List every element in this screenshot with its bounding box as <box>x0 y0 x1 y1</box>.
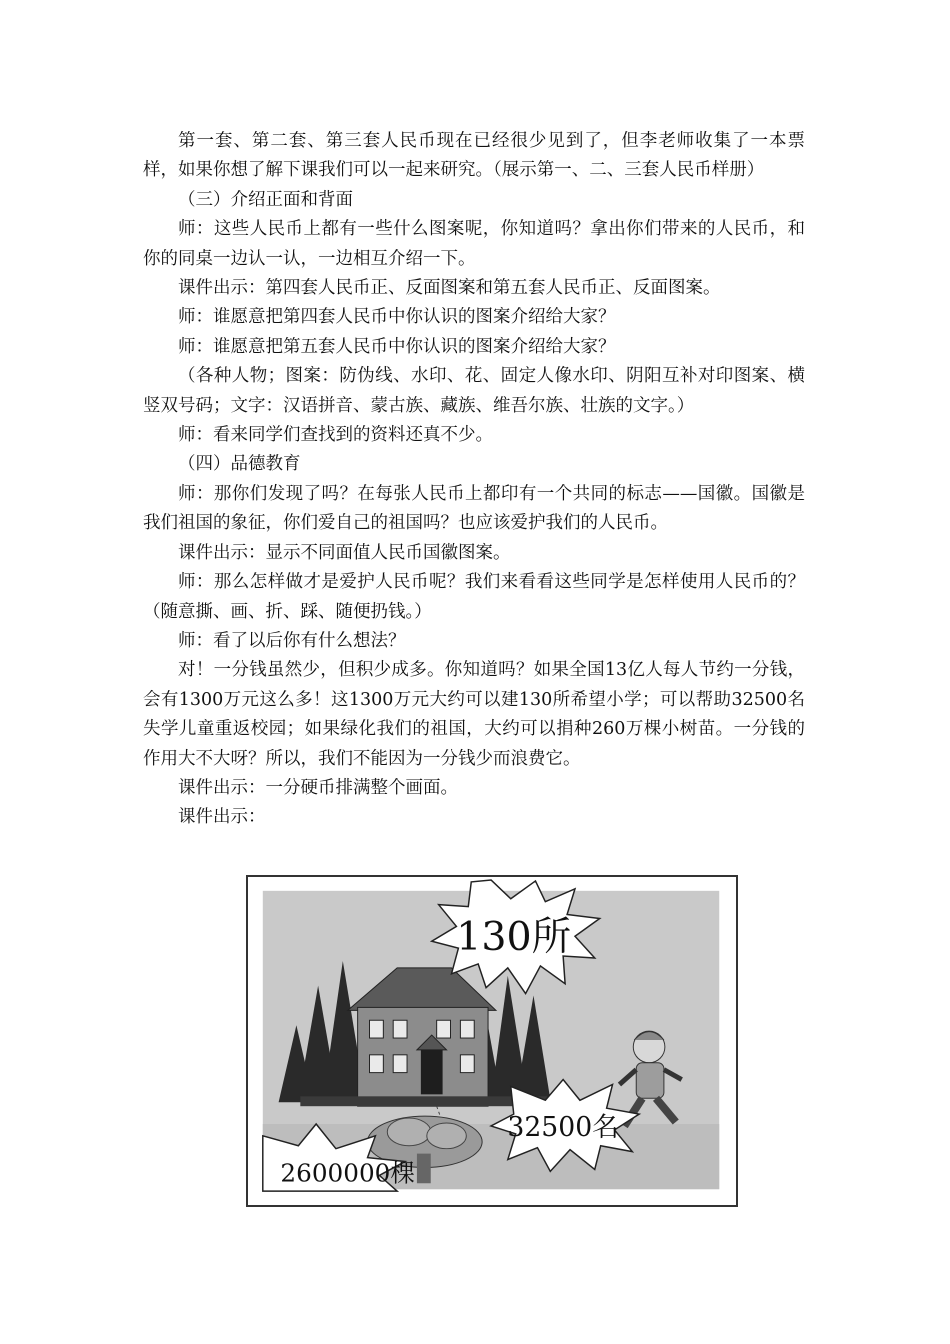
paragraph: 师：谁愿意把第五套人民币中你认识的图案介绍给大家？ <box>178 336 616 357</box>
paragraph: 师：那你们发现了吗？在每张人民币上都印有一个共同的标志——国徽。国徽是我们祖国的象征，你们爱自己的祖国吗？也应该爱护我们的人民币。 <box>143 483 805 534</box>
illustration-svg <box>248 877 736 1205</box>
section-heading: （四）品德教育 <box>178 454 301 475</box>
document-body <box>143 127 805 833</box>
paragraph: 师：那么怎样做才是爱护人民币呢？我们来看看这些同学是怎样使用人民币的？（随意撕、画、折、踩、随便扔钱。） <box>143 572 805 622</box>
paragraph: 对！一分钱虽然少，但积少成多。你知道吗？如果全国13亿人每人节约一分钱，会有1300万元这么多！这1300万元大约可以建130所希望小学；可以帮助32500名失学儿童重返校园；如果绿化我们的祖国，大约可以捐种260万棵小树苗。一分钱的作用大不大呀？所以，我们不能因为一分钱少而浪费它。 <box>143 660 805 769</box>
paragraph: （各种人物；图案：防伪线、水印、花、固定人像水印、阴阳互补对印图案、横竖双号码；文字：汉语拼音、蒙古族、藏族、维吾尔族、壮族的文字。） <box>143 366 805 416</box>
paragraph: 课件出示： <box>178 807 266 828</box>
paragraph: 师：看来同学们查找到的资料还真不少。 <box>178 425 493 446</box>
paragraph: 师：谁愿意把第四套人民币中你认识的图案介绍给大家？ <box>178 307 616 328</box>
paragraph: 师：这些人民币上都有一些什么图案呢，你知道吗？拿出你们带来的人民币，和你的同桌一边认一认，一边相互介绍一下。 <box>143 219 805 269</box>
courseware-illustration <box>246 875 738 1207</box>
paragraph: 师：看了以后你有什么想法？ <box>178 630 406 651</box>
label-tree-count: 2600000棵 <box>280 1158 416 1188</box>
paragraph: 课件出示：第四套人民币正、反面图案和第五套人民币正、反面图案。 <box>178 278 721 299</box>
paragraph: 第一套、第二套、第三套人民币现在已经很少见到了，但李老师收集了一本票样，如果你想了解下课我们可以一起来研究。（展示第一、二、三套人民币样册） <box>143 131 805 181</box>
section-heading: （三）介绍正面和背面 <box>178 189 353 210</box>
label-school-count: 130所 <box>456 914 572 961</box>
paragraph: 课件出示：显示不同面值人民币国徽图案。 <box>178 542 511 563</box>
label-children-count: 32500名 <box>507 1111 619 1143</box>
paragraph: 课件出示：一分硬币排满整个画面。 <box>178 777 458 798</box>
